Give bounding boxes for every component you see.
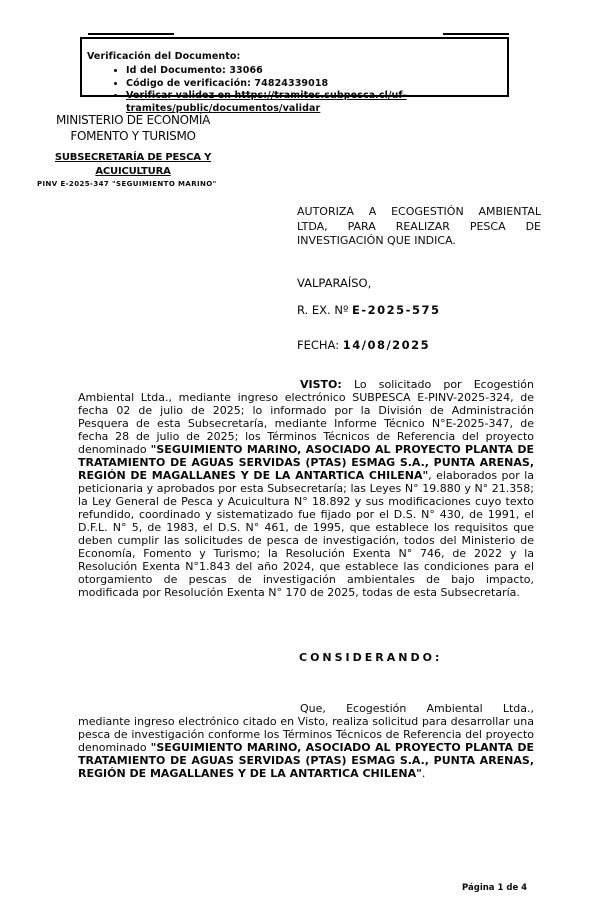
page-number: Página 1 de 4 [462,883,528,893]
date-value: 14/08/2025 [342,338,431,352]
ministry-line-1: MINISTERIO DE ECONOMÍA [55,113,211,127]
verification-item-code: • Código de verificación: 74824339018 [126,78,507,91]
visto-paragraph [78,378,534,599]
resolution-number: E-2025-575 [352,303,441,317]
resolution-number-line [297,303,440,317]
considerando-heading: CONSIDERANDO: [299,651,443,664]
subsecretaria-line-2: ACUICULTURA [95,166,171,177]
box-top-border-artifact-left [88,33,174,35]
verification-title: Verificación del Documento: [87,51,241,62]
ministry-line-2: FOMENTO Y TURISMO [70,129,196,143]
considerando-paragraph [78,702,534,780]
verification-list [82,65,507,115]
verification-item-document-id: • Id del Documento: 33066 [126,65,507,78]
letterhead [38,112,228,179]
verification-item-url[interactable]: • Verificar validez en https://tramites.subpesca.cl/uf-tramites/public/documentos/validar [126,90,507,115]
subsecretaria-line-1: SUBSECRETARÍA DE PESCA Y [54,152,212,163]
resolution-number-label: R. EX. Nº [297,303,353,317]
project-name-bold: "SEGUIMIENTO MARINO, ASOCIADO AL PROYECTO PLANTA DE TRATAMIENTO DE AGUAS SERVIDAS (PTAS) ESMAG S.A., PUNTA ARENAS, REGIÓN DE MAGALLANES Y DE LA ANTARTICA CHILENA" [78,443,534,482]
date-line [297,338,430,352]
ministry-name [38,112,228,144]
box-top-border-artifact-right [443,33,509,35]
que-end-text: . [421,767,426,780]
visto-rest-text: , elaborados por la peticionaria y aprobados por esta Subsecretaría; las Leyes N° 19.880 y N° 21.358; la Ley General de Pesca y Acuicultura N° 18.892 y sus modificaciones cuyo texto refundido, coordinado y sistematizado fue fijado por el D.S. N° 430, de 1991, el D.F.L. N° 5, de 1983, el D.S. N° 461, de 1995, que establece los requisitos que deben cumplir las solicitudes de pesca de investigación, todos del Ministerio de Economía, Fomento y Turismo; la Resolución Exenta N° 746, de 2022 y la Resolución Exenta N°1.843 del año 2024, que establece las condiciones para el otorgamiento de pescas de investigación ambientales de bajo impacto, modificada por Resolución Exenta N° 170 de 2025, todas de esta Subsecretaría. [78,469,534,599]
que-intro-text: Que, Ecogestión Ambiental Ltda., mediante ingreso electrónico citado en Visto, realiza solicitud para desarrollar una pesca de investigación conforme los Términos Técnicos de Referencia del proyecto denominado [78,702,534,754]
project-name-bold-2: "SEGUIMIENTO MARINO, ASOCIADO AL PROYECTO PLANTA DE TRATAMIENTO DE AGUAS SERVIDAS (PTAS) ESMAG S.A., PUNTA ARENAS, REGIÓN DE MAGALLANES Y DE LA ANTARTICA CHILENA" [78,741,534,780]
city-line: VALPARAÍSO, [297,276,372,290]
visto-intro-text: Lo solicitado por Ecogestión Ambiental Ltda., mediante ingreso electrónico SUBPESCA E-PINV-2025-324, de fecha 02 de julio de 2025; lo informado por la División de Administración Pesquera de esta Subsecretaría, mediante Informe Técnico N°E-2025-347, de fecha 28 de julio de 2025; los Términos Técnicos de Referencia del proyecto denominado [78,378,534,456]
resolution-subject: AUTORIZA A ECOGESTIÓN AMBIENTAL LTDA, PARA REALIZAR PESCA DE INVESTIGACIÓN QUE INDICA. [297,205,541,247]
project-reference: PINV E-2025-347 "SEGUIMIENTO MARINO" [37,180,217,188]
subsecretaria-name [38,151,228,179]
verification-box [80,37,509,114]
visto-label: VISTO: [300,378,342,391]
date-label: FECHA: [297,338,343,352]
